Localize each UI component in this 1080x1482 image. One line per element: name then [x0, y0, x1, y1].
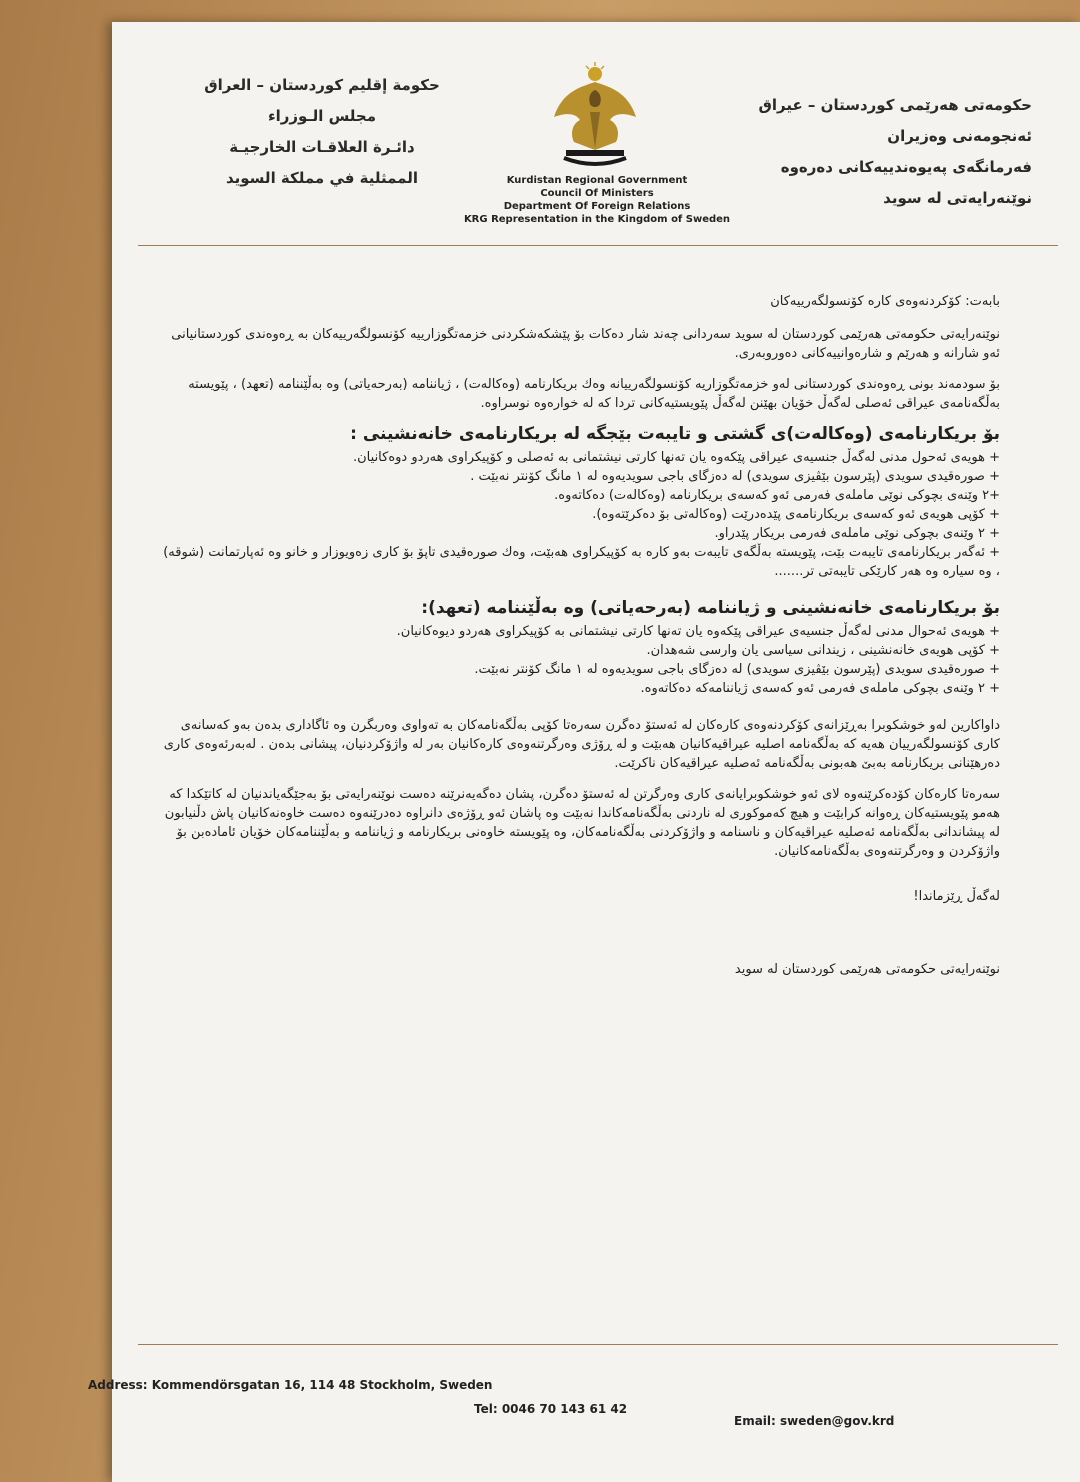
english-letterhead [442, 174, 752, 226]
english-header-line: Department Of Foreign Relations [503, 201, 691, 212]
kurdish-header-line: فەرمانگەی پەیوەندییەکانی دەرەوە [780, 158, 1032, 176]
kurdish-header-line: ئەنجومەنی وەزیران [887, 127, 1032, 145]
paragraph-procedure: سەرەتا کارەکان کۆدەکرێنەوە لای ئەو خوشکوبرایانەی کاری وەرگرتن لە ئەستۆ دەگرن، پشان دەگەیەنرێنە دەست نوێنەرایەتی بۆ بەجێگەیاندنیان لە کاتێکدا کە هەمو پێویستیەکان ڕەوانە کرابێت و هیچ کەموکوری لە ناردنی بەڵگەنامەکاندا نەبێت وە پاشان ئەو ڕۆژەی دانراوە دەدرێنەوە دەست خاوەنەکانیان پاش دڵنیابون لە پیشاندانی بەڵگەنامە ئەصلیە عیراقیەکان و ناسنامە و واژۆکردنی بەڵگەنامەکان، وە پێویستە خاوەنی بریکارنامە و ژیاننامە و بەڵێننامەکان خۆیان ئامادەبن بۆ واژۆکردن و وەرگرتنەوەی بەڵگەنامەکانیان. [164, 787, 1000, 859]
paragraph-intro: نوێنەرایەتی حکومەتی هەرێمی کوردستان لە سوید سەردانی چەند شار دەکات بۆ پێشکەشکردنی خزمەتگوزارییە کۆنسولگەرییەکان بە ڕەوەندی کوردستانیانی ئەو شارانە و هەرێم و شارەوانییەکانی دەوروبەری. [171, 327, 1000, 361]
kurdish-header-line: حکومەتی هەرێمی کوردستان – عیراق [758, 96, 1032, 114]
list-item: + کۆپی هویەی ئەو کەسەی بریکارنامەی پێدەدرێت (وەکالەتی بۆ دەکرێتەوە). [592, 507, 1000, 522]
arabic-letterhead [172, 70, 472, 194]
list-item: + کۆپی هویەی خانەنشینی ، زیندانی سیاسی یان وارسی شەهدان. [646, 643, 1000, 658]
letter-page [88, 22, 1080, 1482]
section-general-poa-title: بۆ بریکارنامەی (وەکالەت)ی گشتی و تایبەت بێجگە لە بریکارنامەی خانەنشینی : [350, 424, 1000, 444]
list-item: + هویەی ئەحول مدنی لەگەڵ جنسیەی عیراقی پێکەوە یان تەنها کارتی نیشتمانی بە ئەصلی و کۆپیکراوی هەردو دوەکانیان. [353, 450, 1000, 465]
list-item: + ئەگەر بریکارنامەی تایبەت بێت، پێویستە بەڵگەی تایبەت بەو کارە بە کۆپیکراوی هەبێت، وەك صورەقیدی تاپۆ بۆ کاری زەویوزار و خانو وە ئەپارتمانت (شوقە) ، وە سیارە وە هەر کارێکی تایبەتی تر....... [163, 545, 1000, 579]
arabic-header-line: مجلس الـوزراء [267, 107, 377, 125]
letter-subject: بابەت: کۆکردنەوەی کارە کۆنسولگەرییەکان [770, 294, 1000, 309]
footer-address: Address: Kommendörsgatan 16, 114 48 Stockholm, Sweden [88, 1378, 493, 1392]
list-item: + صورەقیدی سویدی (پێرسون بێڤیزی سویدی) لە دەزگای باجی سویدیەوە لە ١ مانگ کۆنتر نەبێت. [474, 662, 1000, 677]
arabic-header-line: حكومة إقليم كوردستان – العراق [204, 76, 440, 94]
section-general-poa-list [160, 448, 1000, 581]
letter-body [160, 292, 1000, 991]
header-divider [138, 245, 1058, 246]
kurdish-header-line: نوێنەرایەتی لە سوید [883, 189, 1032, 207]
footer-phone: Tel: 0046 70 143 61 42 [474, 1402, 628, 1416]
list-item: + هویەی ئەحوال مدنی لەگەڵ جنسیەی عیراقی پێکەوە یان تەنها کارتی نیشتمانی بە کۆپیکراوی هەردو دیوەکانیان. [396, 624, 1000, 639]
list-item: + ٢ وێنەی بچوکی ماملەی فەرمی ئەو کەسەی ژیاننامەکە دەکاتەوە. [640, 681, 1000, 696]
closing-salutation: لەگەڵ ڕێزماندا! [913, 889, 1000, 904]
arabic-header-line: دائـرة العلاقـات الخارجيـة [229, 138, 415, 156]
section-pension-list [160, 622, 1000, 698]
list-item: + ٢ وێنەی بچوکی نوێی ماملەی فەرمی بریکار پێدراو. [714, 526, 1000, 541]
paragraph-requirements: بۆ سودمەند بونی ڕەوەندی کوردستانی لەو خزمەتگوزاریە کۆنسولگەرییانە وەك بریکارنامە (وەکالەت) ، ژیاننامە (بەرحەیاتی) وە بەڵێننامە (تعهد) ، پێویستە بەڵگەنامەی عیراقی ئەصلی لەگەڵ خۆیان بهێنن لەگەڵ پێویستیەکانی تردا کە لە خوارەوە نوسراوە. [188, 377, 1000, 411]
paragraph-collectors: داواکارین لەو خوشکوبرا بەڕێزانەی کۆکردنەوەی کارەکان لە ئەستۆ دەگرن سەرەتا کۆپی بەڵگەنامەکان بە تەواوی وەربگرن وە ئاگاداری بدەن بەو کەسانەی کاری کۆنسولگەرییان هەیە کە بەڵگەنامە اصلیە عیراقیەکانیان هەبێت و لە ڕۆژی وەرگرتنەوەی کارەکانیان بەر لە واژۆکردنیان، پیشانی بدەن . لەبەرئەوەی کاری دەرهێنانی بریکارنامە بەبێ هەبونی بەڵگەنامە ئەصلیە عیراقیەکان ناکرێت. [163, 718, 1000, 771]
english-header-line: Kurdistan Regional Government [506, 175, 688, 186]
footer-email: Email: sweden@gov.krd [734, 1414, 895, 1428]
section-pension-title: بۆ بریکارنامەی خانەنشینی و ژیاننامە (بەرحەیاتی) وە بەڵێننامە (تعهد): [421, 598, 1000, 618]
list-item: + صورەقیدی سویدی (پێرسون بێڤیزی سویدی) لە دەزگای باجی سویدیەوە لە ١ مانگ کۆنتر نەبێت . [470, 469, 1000, 484]
krg-eagle-emblem-icon [550, 62, 640, 172]
arabic-header-line: الممثلية في مملكة السويد [225, 169, 419, 187]
english-header-line: Council Of Ministers [540, 188, 654, 199]
signature: نوێنەرایەتی حکومەتی هەرێمی کوردستان لە سوید [734, 962, 1000, 977]
footer-divider [138, 1344, 1058, 1345]
english-header-line: KRG Representation in the Kingdom of Sweden [463, 214, 731, 225]
kurdish-letterhead [712, 90, 1032, 214]
list-item: +٢ وێنەی بچوکی نوێی ماملەی فەرمی ئەو کەسەی بریکارنامە (وەکالەت) دەکاتەوە. [554, 488, 1000, 503]
